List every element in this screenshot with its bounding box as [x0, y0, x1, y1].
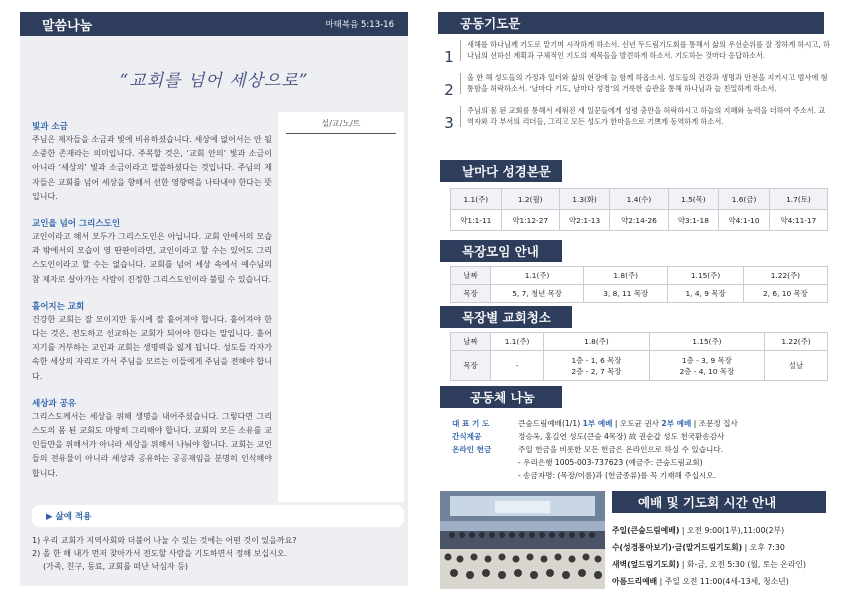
section-title: 교인을 넘어 그리스도인 [32, 219, 121, 230]
table-cell: 약1:1-11 [451, 210, 502, 231]
schedule-name: 주일(큰숲드림예배) [612, 526, 680, 535]
section-title: 흩어지는 교회 [32, 301, 85, 312]
bible-reading-heading [440, 160, 562, 182]
prayer-text: 새해를 하나님께 기도로 맡기며 시작하게 하소서. 신년 두드림기도회를 통해서 삶의 우선순위를 잘 정하게 하시고, 하나님의 선하신 계획과 구체적인 기도의 제목들을 발견하게 하소서. 기도하는 것마다 응답하소서. [460, 40, 830, 61]
worship-photo [440, 491, 605, 589]
representative-prayer-label: 대 표 기 도 [452, 419, 490, 428]
prayer-item [438, 73, 830, 99]
table-cell [491, 351, 544, 381]
prayer-text: 올 한 해 성도들의 가정과 일터와 삶의 현장에 늘 함께 하옵소서. 성도들의 건강과 생명과 안전을 지키시고 범사에 형통함을 허락하소서. ‘날마다 기도, 날마다 성경’의 거룩한 습관을 통해 하나님과 늘 친밀하게 하소서. [460, 73, 830, 94]
table-cell: 5, 7, 청년 목장 [491, 285, 584, 303]
community-row [438, 430, 830, 443]
sermon-slogan: “교회를 넘어 세상으로” [119, 71, 309, 91]
prayer-list [438, 40, 830, 139]
prayer-number: 2 [444, 81, 454, 99]
table-cell: 약1:12-27 [501, 210, 559, 231]
table-cell [765, 351, 828, 381]
question-note: (가족, 친구, 동료, 교회를 떠난 낙심자 등) [43, 562, 189, 571]
table-row [451, 189, 828, 210]
table-cell: 1.1(주) [491, 333, 544, 351]
table-row [451, 285, 828, 303]
schedule-heading-label: 예배 및 기도회 시간 안내 [638, 495, 777, 510]
snack-value: 정승옥, 홍길연 성도(큰숲 4목장) 故 권순갑 성도 천국환송감사 [518, 432, 725, 441]
table-cell: 목장 [451, 285, 491, 303]
church-cleaning-heading [440, 306, 572, 328]
table-row [451, 351, 828, 381]
schedule-time: | 화-금, 오전 5:30 (월, 토는 온라인) [679, 560, 807, 569]
table-row [451, 267, 828, 285]
table-cell: 1.1(주) [491, 267, 584, 285]
church-cleaning-table [450, 332, 828, 381]
table-cell: 약2:1-13 [559, 210, 610, 231]
sermon-section [32, 300, 272, 384]
section-body: 그리스도께서는 세상을 위해 생명을 내어주셨습니다. 그렇다면 그리스도의 몸 된 교회도 마땅히 그리해야 합니다. 교회의 모든 소유를 교인들만을 위해서가 아니라 세상을 위해서 나눠야 합니다. 교회는 교인들의 전유물이 아니라 세상과 공유하는 공공재임을 분명히 인식해야 합니다. [32, 411, 272, 478]
table-cell: 날짜 [451, 267, 491, 285]
section-title: 빛과 소금 [32, 122, 68, 132]
snack-label: 간식제공 [452, 432, 482, 441]
life-application-box [32, 505, 404, 527]
table-cell: 1.1(주) [451, 189, 502, 210]
table-cell: 약4:1-10 [719, 210, 770, 231]
table-cell: 날짜 [451, 333, 491, 351]
representative-prayer-value [518, 417, 738, 430]
schedule-heading [612, 491, 826, 513]
sender-instruction: - 송금자명: (목장/이름)과 (헌금종류)를 꼭 기재해 주십시오. [518, 471, 716, 480]
prayer-text: 주님의 몸 된 교회를 통해서 세워진 새 일꾼들에게 성령 충만을 허락하시고 하늘의 지혜와 능력을 더하여 주소서. 교역자와 각 부서의 리더들, 그리고 모든 성도가 한마음으로 기쁘게 동역하게 하소서. [460, 106, 830, 127]
cleaning-entry: 설날 [788, 361, 804, 370]
sermon-title: 말씀나눔 [42, 18, 93, 34]
first-service-leader: | 오도균 권사 [612, 419, 662, 428]
online-offering-label: 온라인 헌금 [452, 445, 492, 454]
question-item: 2) 올 한 해 내가 먼저 찾아가서 전도할 사람을 기도하면서 정해 보십시오. [32, 549, 288, 558]
table-row [451, 210, 828, 231]
group-meeting-heading-label: 목장모임 안내 [462, 244, 539, 259]
table-cell [649, 351, 764, 381]
table-cell: 1.8(주) [584, 267, 668, 285]
community-heading [440, 386, 562, 408]
schedule-name: 새벽(엎드림기도회) [612, 560, 680, 569]
announcement-panel [438, 10, 830, 590]
prayer-number: 3 [444, 114, 454, 132]
schedule-name: 아름드리예배 [612, 577, 658, 586]
prayer-service: 큰숲드림예배(1/1) [518, 419, 583, 428]
group-meeting-heading [440, 240, 562, 262]
prayer-heading [438, 12, 824, 34]
online-offering-value: 주일 헌금을 비롯한 모든 헌금은 온라인으로 하실 수 있습니다. [518, 445, 724, 454]
sermon-section [32, 120, 272, 204]
table-cell: 1.5(목) [668, 189, 719, 210]
sermon-header [20, 12, 408, 36]
table-cell: 1.2(월) [501, 189, 559, 210]
table-cell: 약3:1-18 [668, 210, 719, 231]
section-title: 세상과 공유 [32, 398, 77, 409]
schedule-name: 수(성경통아보기)·금(말거드림기도회) [612, 543, 743, 552]
table-cell: 1.7(토) [769, 189, 827, 210]
table-cell: 1, 4, 9 목장 [668, 285, 744, 303]
sermon-sections [32, 120, 272, 494]
cleaning-entry: - [515, 361, 519, 370]
table-cell: 1.4(수) [610, 189, 668, 210]
bible-reading-table [450, 188, 828, 231]
sermon-notes-box[interactable] [278, 112, 404, 502]
table-cell: 3, 8, 11 목장 [584, 285, 668, 303]
schedule-item [612, 556, 830, 573]
prayer-item [438, 106, 830, 132]
schedule-item [612, 539, 830, 556]
bank-account: - 우리은행 1005-003-737623 (예금주: 큰숲드림교회) [518, 458, 703, 467]
community-info [438, 417, 830, 482]
schedule-item [612, 522, 830, 539]
sermon-panel [20, 12, 408, 586]
sermon-notes-label: 설/교/노/트 [286, 118, 396, 134]
first-service-label: 1부 예배 [582, 419, 613, 428]
table-cell: 1.6(금) [719, 189, 770, 210]
cleaning-entry: 1층 - 1, 6 목장 [571, 355, 622, 365]
sermon-section [32, 397, 272, 481]
second-service-label: 2부 예배 [661, 419, 692, 428]
cleaning-entry: 1층 - 3, 9 목장 [681, 355, 732, 365]
table-cell: 목장 [451, 351, 491, 381]
table-cell: 1.22(주) [743, 267, 827, 285]
table-cell: 1.15(주) [668, 267, 744, 285]
community-row [438, 443, 830, 456]
scripture-reference: 마태복음 5:13-16 [325, 20, 394, 30]
worship-schedule [612, 522, 830, 590]
worship-photo-image [440, 491, 605, 589]
prayer-item [438, 40, 830, 66]
table-cell: 1.22(주) [765, 333, 828, 351]
question-item: 1) 우리 교회가 지역사회와 더불어 나눌 수 있는 것에는 어떤 것이 있을까요? [32, 536, 297, 545]
schedule-item [612, 573, 830, 590]
section-body: 주님은 제자들을 소금과 빛에 비유하셨습니다. 세상에 없어서는 안 될 소중한 존재라는 의미입니다. 주목할 것은, ‘교회 안의’ 빛과 소금이 아니라 ‘세상의’ 빛과 소금이라고 말씀하셨다는 것입니다. 주님의 제자들은 교회를 넘어 세상을 향해서 선한 영향력을 나타내야 한다는 뜻입니다. [32, 135, 272, 201]
table-cell: 1.3(화) [559, 189, 610, 210]
table-cell: 1.15(주) [649, 333, 764, 351]
cleaning-entry: 2층 - 4, 10 목장 [679, 366, 735, 376]
table-cell [544, 351, 650, 381]
bible-reading-heading-label: 날마다 성경본문 [462, 164, 551, 179]
community-heading-label: 공동체 나눔 [470, 390, 535, 405]
group-meeting-table [450, 266, 828, 303]
table-row [451, 333, 828, 351]
life-application-title: ▶ 삶에 적용 [46, 512, 92, 522]
schedule-time: | 주일 오전 11:00(4세-13세, 청소년) [657, 577, 789, 586]
table-cell: 2, 6, 10 목장 [743, 285, 827, 303]
schedule-time: | 오전 9:00(1부),11:00(2부) [679, 526, 785, 535]
cleaning-entry: 2층 - 2, 7 목장 [571, 366, 622, 376]
table-cell: 약4:11-17 [769, 210, 827, 231]
application-questions [32, 534, 404, 573]
prayer-heading-label: 공동기도문 [460, 16, 521, 31]
section-body: 교인이라고 해서 모두가 그리스도인은 아닙니다. 교회 안에서의 모습과 밖에서의 모습이 영 딴판이라면, 교인이라고 할 수는 있어도 그리스도인이라고 할 수는 없습니다. 교회를 넘어 세상 속에서 예수님의 참 제자로 살아가는 사람이 진정한 그리스도인이라 불릴 수 있습니다. [32, 232, 272, 284]
section-body: 건강한 교회는 잘 모이지만 동시에 잘 흩어져야 합니다. 흩어져야 한다는 것은, 전도하고 선교하는 교회가 되어야 한다는 말입니다. 흩어지기를 거부하는 교인과 교회는 생명력을 잃게 됩니다. 성도들 각자가 속한 세상의 자리로 가서 주님을 모르는 이들에게 주님을 전해야 합니다. [32, 314, 272, 381]
community-row [438, 417, 830, 430]
schedule-time: | 오후 7:30 [742, 543, 785, 552]
second-service-leader: | 조문정 집사 [691, 419, 738, 428]
table-cell: 1.8(주) [544, 333, 650, 351]
table-cell: 약2:14-26 [610, 210, 668, 231]
church-cleaning-heading-label: 목장별 교회청소 [462, 310, 551, 325]
sermon-section [32, 217, 272, 287]
prayer-number: 1 [444, 48, 454, 66]
